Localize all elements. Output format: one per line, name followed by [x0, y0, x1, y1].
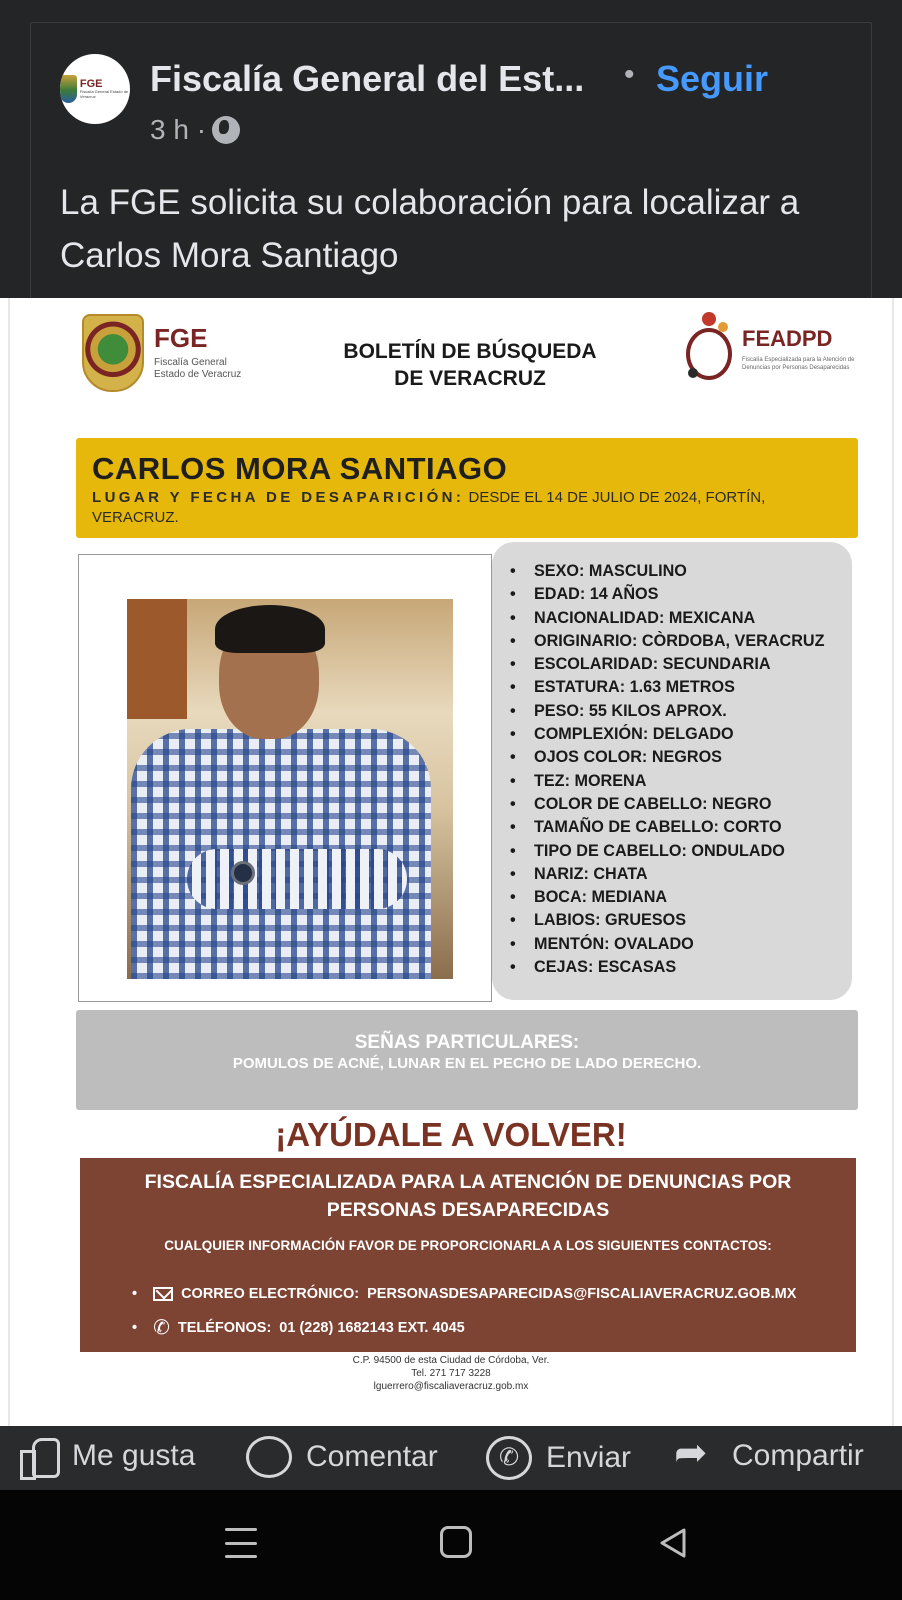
post-meta [150, 114, 240, 146]
footer-address-line-3: lguerrero@fiscaliaveracruz.gob.mx [373, 1381, 529, 1392]
like-button[interactable] [18, 1436, 195, 1476]
email-value: PERSONASDESAPARECIDAS@FISCALIAVERACRUZ.GOB.MX [367, 1286, 797, 1302]
phone-contact-row: • ✆ TELÉFONOS: 01 (228) 1682143 EXT. 4045 [132, 1317, 465, 1339]
system-navigation-bar [0, 1490, 902, 1600]
back-icon[interactable] [656, 1526, 690, 1560]
messenger-icon [486, 1436, 532, 1480]
fge-logo-subtitle-2: Estado de Veracruz [154, 369, 242, 380]
send-button[interactable] [486, 1436, 631, 1480]
bulletin-title-line-2: DE VERACRUZ [394, 367, 546, 390]
contact-intro: CUALQUIER INFORMACIÓN FAVOR DE PROPORCIONARLA A LOS SIGUIENTES CONTACTOS: [164, 1238, 772, 1253]
feadpd-logo-subtitle: Fiscalía Especializada para la Atención de Denuncias por Personas Desaparecidas [742, 357, 855, 371]
phone-icon: ✆ [153, 1317, 170, 1339]
feadpd-logo-word: FEADPD [742, 326, 833, 351]
particular-marks-text: POMULOS DE ACNÉ, LUNAR EN EL PECHO DE LADO DERECHO. [232, 1055, 702, 1072]
physical-detail-item: • MENTÓN: OVALADO [510, 933, 852, 956]
disappearance-info [92, 488, 842, 528]
physical-detail-item: • ORIGINARIO: CÒRDOBA, VERACRUZ [510, 630, 852, 653]
comment-label: Comentar [306, 1440, 438, 1473]
comment-button[interactable] [246, 1436, 438, 1478]
physical-detail-item: • SEXO: MASCULINO [510, 560, 852, 583]
send-label: Enviar [546, 1441, 632, 1474]
person-photo-frame [78, 554, 492, 1002]
email-contact-row: • CORREO ELECTRÓNICO: PERSONASDESAPARECIDAS@FISCALIAVERACRUZ.GOB.MX [132, 1286, 797, 1302]
contact-title-line-2: PERSONAS DESAPARECIDAS [326, 1199, 610, 1221]
physical-detail-item: • OJOS COLOR: NEGROS [510, 746, 852, 769]
physical-detail-item: • NARIZ: CHATA [510, 863, 852, 886]
physical-details-panel [492, 542, 852, 1000]
fge-logo-word: FGE [154, 323, 208, 353]
physical-detail-item: • LABIOS: GRUESOS [510, 909, 852, 932]
avatar-logo-subtext: Fiscalía General Estado de Veracruz [79, 89, 129, 99]
comment-bubble-icon [246, 1436, 292, 1478]
post-action-bar [0, 1426, 902, 1490]
fge-logo-subtitle-1: Fiscalía General [154, 357, 227, 368]
physical-detail-item: • PESO: 55 KILOS APROX. [510, 700, 852, 723]
post-header [0, 0, 902, 298]
share-label: Compartir [732, 1439, 864, 1472]
fge-shield-icon [60, 75, 77, 103]
follow-button[interactable]: Seguir [656, 58, 769, 99]
post-caption: La FGE solicita su colaboración para localizar a Carlos Mora Santiago [60, 183, 800, 275]
fge-logo [82, 314, 241, 392]
avatar-logo-text: FGE [79, 78, 103, 91]
share-button[interactable] [674, 1436, 864, 1476]
person-photo [127, 599, 453, 979]
physical-detail-item: • COMPLEXIÓN: DELGADO [510, 723, 852, 746]
recent-apps-icon[interactable] [225, 1528, 257, 1558]
search-bulletin-image[interactable] [0, 298, 902, 1426]
physical-detail-item: • ESCOLARIDAD: SECUNDARIA [510, 653, 852, 676]
share-arrow-icon [674, 1436, 718, 1476]
physical-details-list [510, 560, 852, 979]
globe-icon [212, 116, 240, 144]
contact-title-line-1: FISCALÍA ESPECIALIZADA PARA LA ATENCIÓN DE DENUNCIAS POR [144, 1171, 792, 1193]
footer-address [0, 1354, 902, 1393]
physical-detail-item: • TIPO DE CABELLO: ONDULADO [510, 840, 852, 863]
email-label: CORREO ELECTRÓNICO: [181, 1286, 360, 1302]
footer-address-line-1: C.P. 94500 de esta Ciudad de Córdoba, Ver. [352, 1355, 550, 1366]
physical-detail-item: • TAMAÑO DE CABELLO: CORTO [510, 816, 852, 839]
phone-label: TELÉFONOS: [177, 1320, 272, 1336]
physical-detail-item: • ESTATURA: 1.63 METROS [510, 676, 852, 699]
disappearance-value: DESDE EL 14 DE JULIO DE 2024, FORTÍN, VERACRUZ. [92, 489, 766, 526]
contact-box [80, 1158, 856, 1352]
person-name-band [76, 438, 858, 538]
home-icon[interactable] [440, 1526, 472, 1558]
separator-dot: • [624, 58, 635, 91]
feadpd-circle-of-people-icon [684, 310, 736, 390]
physical-detail-item: • TEZ: MORENA [510, 770, 852, 793]
page-name-link[interactable]: Fiscalía General del Est... [150, 58, 585, 99]
physical-detail-item: • CEJAS: ESCASAS [510, 956, 852, 979]
physical-detail-item: • BOCA: MEDIANA [510, 886, 852, 909]
disappearance-label: LUGAR Y FECHA DE DESAPARICIÓN: [92, 489, 465, 506]
page-avatar[interactable] [60, 54, 130, 124]
thumbs-up-icon [18, 1436, 58, 1476]
watch-icon [231, 861, 255, 885]
phone-value: 01 (228) 1682143 EXT. 4045 [279, 1320, 465, 1336]
footer-address-line-2: Tel. 271 717 3228 [411, 1368, 491, 1379]
like-label: Me gusta [72, 1439, 196, 1472]
person-name: CARLOS MORA SANTIAGO [92, 451, 508, 486]
feadpd-logo [684, 310, 856, 390]
mail-icon [153, 1287, 173, 1301]
post-time[interactable]: 3 h · [150, 114, 207, 145]
physical-detail-item: • COLOR DE CABELLO: NEGRO [510, 793, 852, 816]
bulletin-title-line-1: BOLETÍN DE BÚSQUEDA [343, 340, 597, 363]
particular-marks-box [76, 1010, 858, 1110]
help-return-title: ¡AYÚDALE A VOLVER! [275, 1116, 627, 1153]
physical-detail-item: • EDAD: 14 AÑOS [510, 583, 852, 606]
physical-detail-item: • NACIONALIDAD: MEXICANA [510, 607, 852, 630]
veracruz-shield-icon [82, 314, 144, 392]
bulletin-title [300, 338, 640, 392]
particular-marks-title: SEÑAS PARTICULARES: [354, 1032, 580, 1053]
